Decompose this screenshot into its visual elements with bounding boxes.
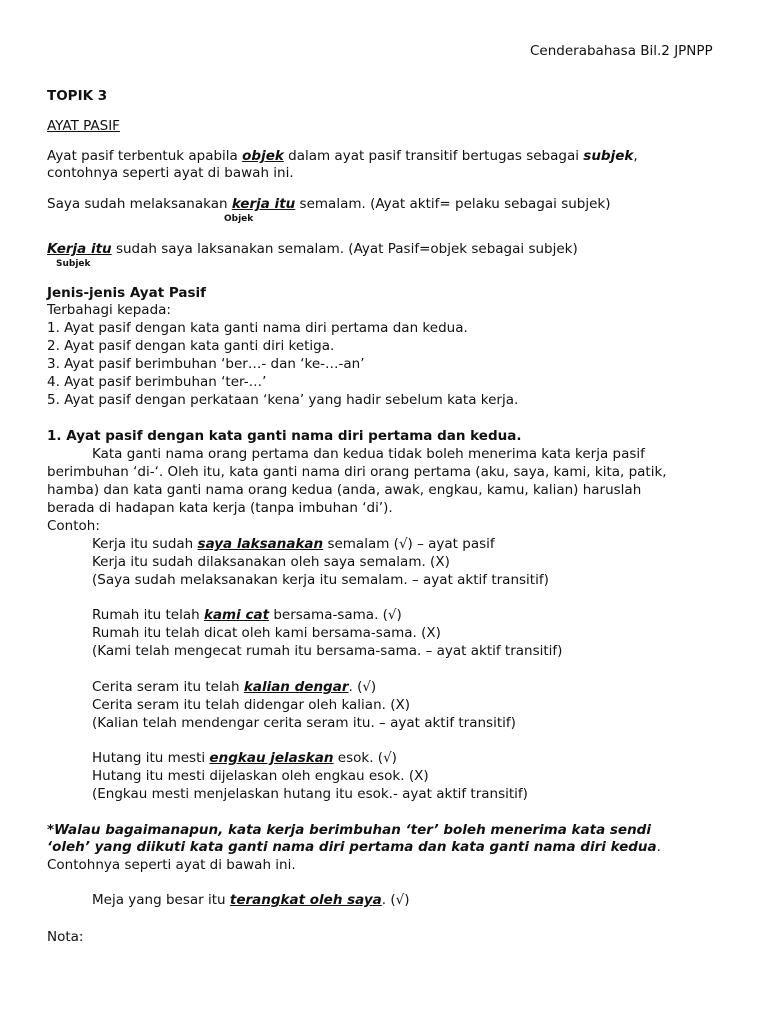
example-active	[47, 198, 611, 212]
section-1-heading: 1. Ayat pasif dengan kata ganti nama diri pertama dan kedua.	[47, 428, 522, 444]
section-1-para-line: Kata ganti nama orang pertama dan kedua tidak boleh menerima kata kerja pasif	[92, 446, 645, 462]
example-text: esok. (√)	[333, 750, 397, 766]
example-emphasis: kami cat	[203, 607, 270, 623]
intro-term-subjek: subjek	[583, 148, 634, 164]
example-active-form: (Saya sudah melaksanakan kerja itu semalam. – ayat aktif transitif)	[92, 572, 549, 588]
nota-label: Nota:	[47, 929, 84, 945]
example-text: Kerja itu sudah	[92, 536, 198, 552]
types-intro: Terbahagi kepada:	[47, 302, 171, 318]
example-correct	[92, 609, 402, 623]
types-item: 3. Ayat pasif berimbuhan ‘ber…- dan ‘ke-…-an’	[47, 356, 365, 372]
example-ter	[92, 894, 410, 908]
example-text: semalam (√) – ayat pasif	[323, 536, 495, 552]
note-text: .	[656, 839, 661, 855]
example-active-form: (Kalian telah mendengar cerita seram itu. – ayat aktif transitif)	[92, 715, 516, 731]
example-text: Saya sudah melaksanakan	[47, 196, 232, 212]
example-correct	[92, 538, 495, 552]
example-text: Meja yang besar itu	[92, 892, 230, 908]
example-text: Hutang itu mesti	[92, 750, 210, 766]
example-active-form: (Engkau mesti menjelaskan hutang itu esok.- ayat aktif transitif)	[92, 786, 528, 802]
example-text: Cerita seram itu telah	[92, 679, 244, 695]
section-1-para-line: berada di hadapan kata kerja (tanpa imbuhan ‘di’).	[47, 500, 393, 516]
intro-text: dalam ayat pasif transitif bertugas sebagai	[283, 148, 584, 164]
types-heading: Jenis-jenis Ayat Pasif	[47, 285, 207, 301]
example-wrong: Hutang itu mesti dijelaskan oleh engkau esok. (X)	[92, 768, 429, 784]
example-active-form: (Kami telah mengecat rumah itu bersama-sama. – ayat aktif transitif)	[92, 643, 563, 659]
example-passive	[47, 243, 578, 257]
label-subjek: Subjek	[56, 259, 91, 269]
topic-heading: TOPIK 3	[47, 88, 108, 104]
page-title: AYAT PASIF	[47, 118, 120, 134]
example-wrong: Cerita seram itu telah didengar oleh kalian. (X)	[92, 697, 411, 713]
intro-text: Ayat pasif terbentuk apabila	[47, 148, 243, 164]
label-objek: Objek	[224, 214, 254, 224]
types-item: 5. Ayat pasif dengan perkataan ‘kena’ yang hadir sebelum kata kerja.	[47, 392, 519, 408]
section-1-para-line: berimbuhan ‘di-‘. Oleh itu, kata ganti nama diri orang pertama (aku, saya, kami, kita, patik,	[47, 464, 667, 480]
types-item: 2. Ayat pasif dengan kata ganti diri ketiga.	[47, 338, 335, 354]
example-wrong: Kerja itu sudah dilaksanakan oleh saya semalam. (X)	[92, 554, 450, 570]
example-emphasis: kalian dengar	[243, 679, 349, 695]
section-1-para-line: hamba) dan kata ganti nama orang kedua (anda, awak, engkau, kamu, kalian) haruslah	[47, 482, 642, 498]
example-emphasis: terangkat oleh saya	[229, 892, 382, 908]
example-text: semalam. (Ayat aktif= pelaku sebagai subjek)	[295, 196, 611, 212]
intro-line-2: contohnya seperti ayat di bawah ini.	[47, 165, 294, 181]
contoh-label: Contoh:	[47, 518, 100, 534]
intro-text: ,	[633, 148, 638, 164]
example-wrong: Rumah itu telah dicat oleh kami bersama-sama. (X)	[92, 625, 441, 641]
example-text: . (√)	[348, 679, 377, 695]
intro-term-objek: objek	[242, 148, 284, 164]
example-correct	[92, 752, 397, 766]
types-item: 4. Ayat pasif berimbuhan ‘ter-…’	[47, 374, 267, 390]
example-text: Rumah itu telah	[92, 607, 204, 623]
example-emphasis: saya laksanakan	[197, 536, 324, 552]
note-text: ‘oleh’ yang diikuti kata ganti nama diri pertama dan kata ganti nama diri kedua	[47, 839, 657, 855]
example-correct	[92, 681, 376, 695]
intro-line-1	[47, 150, 638, 164]
example-text: sudah saya laksanakan semalam. (Ayat Pasif=objek sebagai subjek)	[111, 241, 578, 257]
note-line-3: Contohnya seperti ayat di bawah ini.	[47, 857, 296, 873]
example-subject: Kerja itu	[47, 241, 112, 257]
example-text: bersama-sama. (√)	[269, 607, 402, 623]
example-object: kerja itu	[231, 196, 296, 212]
types-item: 1. Ayat pasif dengan kata ganti nama diri pertama dan kedua.	[47, 320, 468, 336]
document-header: Cenderabahasa Bil.2 JPNPP	[530, 43, 713, 59]
example-emphasis: engkau jelaskan	[209, 750, 334, 766]
example-text: . (√)	[381, 892, 410, 908]
note-line-1: *Walau bagaimanapun, kata kerja berimbuhan ‘ter’ boleh menerima kata sendi	[47, 822, 651, 838]
note-line-2	[47, 841, 661, 855]
